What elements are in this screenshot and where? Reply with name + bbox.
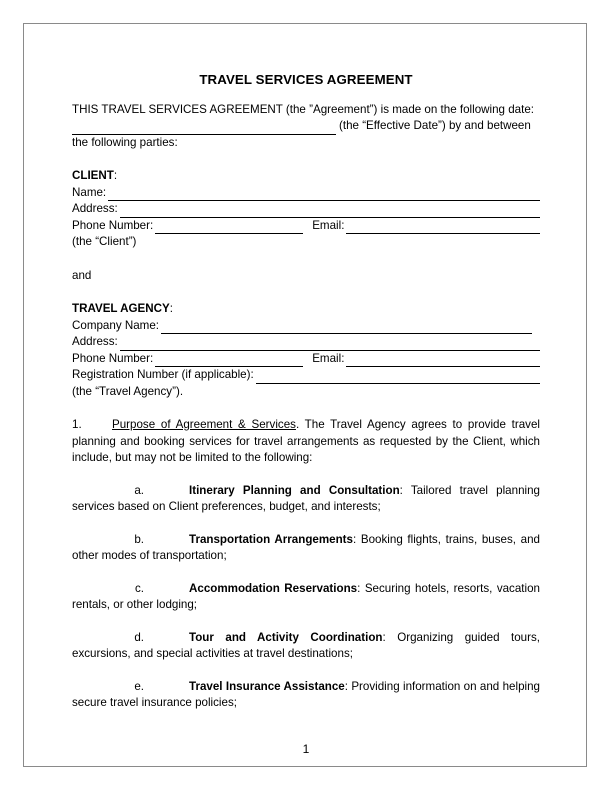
effective-date-field[interactable]	[72, 122, 336, 135]
service-item-title: Accommodation Reservations	[189, 581, 358, 595]
client-phone-label: Phone Number:	[72, 218, 154, 232]
agency-address-row	[72, 334, 540, 351]
service-item-letter: d.	[134, 630, 144, 644]
client-name-label: Name:	[72, 185, 107, 199]
service-item-text: : Organizing guided tours, excursions, and special activities at travel destinations;	[72, 630, 541, 660]
agency-phone-field[interactable]	[155, 354, 303, 367]
agency-heading: TRAVEL AGENCY:	[72, 302, 173, 315]
document-title: TRAVEL SERVICES AGREEMENT	[199, 72, 413, 87]
service-item-title: Tour and Activity Coordination	[189, 630, 383, 644]
service-list-item	[72, 581, 540, 614]
agency-company-field[interactable]	[161, 321, 532, 334]
agency-designation: (the “Travel Agency”).	[72, 384, 184, 398]
document-body	[72, 72, 540, 712]
agency-address-label: Address:	[72, 335, 118, 348]
service-item-letter: b.	[134, 532, 144, 546]
section-1-heading: Purpose of Agreement & Services	[112, 418, 296, 431]
client-heading: CLIENT:	[72, 169, 118, 182]
agency-phone-label: Phone Number:	[72, 351, 154, 365]
service-item-title: Transportation Arrangements	[189, 532, 353, 546]
agency-email-field[interactable]	[346, 354, 540, 367]
client-address-row	[72, 201, 540, 218]
service-item-text: : Securing hotels, resorts, vacation rentals, or other lodging;	[72, 581, 540, 611]
service-item-letter: e.	[134, 679, 144, 693]
service-list-item	[72, 679, 540, 712]
client-address-label: Address:	[72, 202, 118, 215]
agency-registration-field[interactable]	[256, 371, 540, 384]
client-email-field[interactable]	[346, 221, 540, 234]
service-item-title: Travel Insurance Assistance	[189, 679, 345, 693]
service-item-letter: a.	[134, 483, 144, 497]
service-item-title: Itinerary Planning and Consultation	[189, 483, 400, 497]
agency-email-label: Email:	[312, 351, 345, 365]
client-designation: (the “Client”)	[72, 235, 137, 248]
client-address-field[interactable]	[120, 205, 540, 218]
client-name-row	[72, 185, 540, 202]
effective-date-suffix: (the “Effective Date”) by and between	[339, 119, 531, 132]
section-1-number: 1.	[72, 418, 82, 431]
service-list-item	[72, 630, 540, 663]
intro-line-1: THIS TRAVEL SERVICES AGREEMENT (the ”Agreement”) is made on the following date:	[72, 102, 535, 116]
service-item-text: : Booking flights, trains, buses, and other modes of transportation;	[72, 532, 540, 562]
page-number: 1	[302, 742, 310, 756]
service-item-letter: c.	[134, 581, 144, 595]
agency-registration-label: Registration Number (if applicable):	[72, 368, 254, 381]
agency-company-row	[72, 318, 540, 335]
client-name-field[interactable]	[108, 188, 540, 201]
effective-date-row	[72, 118, 540, 135]
service-list-item	[72, 532, 540, 565]
agency-address-field[interactable]	[120, 338, 540, 351]
client-contact-row	[72, 218, 540, 235]
agency-registration-row	[72, 367, 540, 384]
agency-contact-row	[72, 351, 540, 368]
client-email-label: Email:	[312, 218, 345, 232]
section-1-paragraph	[72, 417, 540, 467]
service-item-text: : Providing information on and helping secure travel insurance policies;	[72, 679, 540, 709]
and-text: and	[72, 268, 92, 282]
agency-company-label: Company Name:	[72, 318, 159, 332]
intro-line-3: the following parties:	[72, 135, 178, 149]
client-phone-field[interactable]	[155, 221, 303, 234]
service-list	[72, 483, 540, 712]
section-1-text: . The Travel Agency agrees to provide travel planning and booking services for travel arrangements as requested by the Client, which include, but may not be limited to the following:	[72, 418, 540, 464]
service-list-item	[72, 483, 540, 516]
service-item-text: : Tailored travel planning services based on Client preferences, budget, and interests;	[72, 483, 540, 513]
